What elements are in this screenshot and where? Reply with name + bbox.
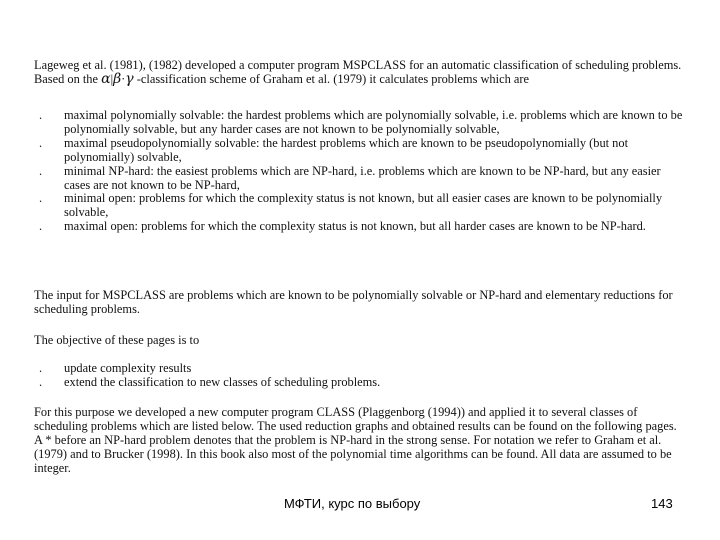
list-item <box>34 109 686 137</box>
bullet-marker: . <box>39 108 43 122</box>
classification-list <box>34 109 686 234</box>
bullet-marker: . <box>39 219 43 234</box>
list-item-text: minimal open: problems for which the complexity status is not known, but all easier cases are known to be polynomially solvable, <box>64 191 663 220</box>
bullet-marker: . <box>39 374 43 389</box>
input-paragraph: The input for MSPCLASS are problems which are known to be polynomially solvable or NP-hard and elementary reductions for scheduling problems. <box>34 288 673 316</box>
list-item-text: update complexity results <box>64 361 192 375</box>
beta-symbol: β <box>113 70 122 87</box>
footer-course-label: МФТИ, курс по выбору <box>284 496 421 511</box>
page-number: 143 <box>651 496 673 511</box>
list-item <box>34 220 686 234</box>
list-item <box>34 376 686 390</box>
gamma-symbol: γ <box>125 70 134 87</box>
separator-bar: | <box>110 71 114 86</box>
purpose-paragraph: For this purpose we developed a new computer program CLASS (Plaggenborg (1994)) and applied it to several classes of scheduling problems which are listed below. The used reduction graphs and obtained results can be found on the following pages. A * before an NP-hard problem denotes that the problem is NP-hard in the strong sense. For notation we refer to Graham et al. (1979) and to Brucker (1998). In this book also most of the polynomial time algorithms can be found. All data are assumed to be integer. <box>34 405 677 475</box>
list-item-text: minimal NP-hard: the easiest problems which are NP-hard, i.e. problems which are known to be NP-hard, but any easier cases are not known to be NP-hard, <box>64 163 661 192</box>
separator-dot: · <box>121 71 126 86</box>
list-item <box>34 165 686 193</box>
intro-text-start: Lageweg et al. (1981), (1982) developed a computer program MSPCLASS for an automatic classification of scheduling problems. Based on the <box>34 58 682 86</box>
list-item-text: maximal open: problems for which the complexity status is not known, but all harder cases are known to be NP-hard. <box>64 219 646 234</box>
list-item <box>34 362 686 376</box>
bullet-marker: . <box>39 135 43 150</box>
list-item <box>34 137 686 165</box>
list-item-text: extend the classification to new classes of scheduling problems. <box>64 374 381 389</box>
list-item-text: maximal polynomially solvable: the hardest problems which are polynomially solvable, i.e. problems which are known to be polynomially solvable, but any harder cases are not known to be polynomially solvable, <box>64 108 683 136</box>
intro-text-end: -classification scheme of Graham et al. (1979) it calculates problems which are <box>133 71 529 86</box>
objective-intro: The objective of these pages is to <box>34 333 200 347</box>
objectives-list <box>34 362 686 390</box>
bullet-marker: . <box>39 163 43 178</box>
scanned-page <box>30 47 690 477</box>
bullet-marker: . <box>39 361 43 375</box>
bullet-marker: . <box>39 191 43 206</box>
list-item-text: maximal pseudopolynomially solvable: the hardest problems which are known to be pseudopolynomially (but not polynomially) solvable, <box>64 135 629 164</box>
intro-paragraph <box>34 59 686 87</box>
alpha-symbol: α <box>101 70 111 87</box>
list-item <box>34 192 686 220</box>
